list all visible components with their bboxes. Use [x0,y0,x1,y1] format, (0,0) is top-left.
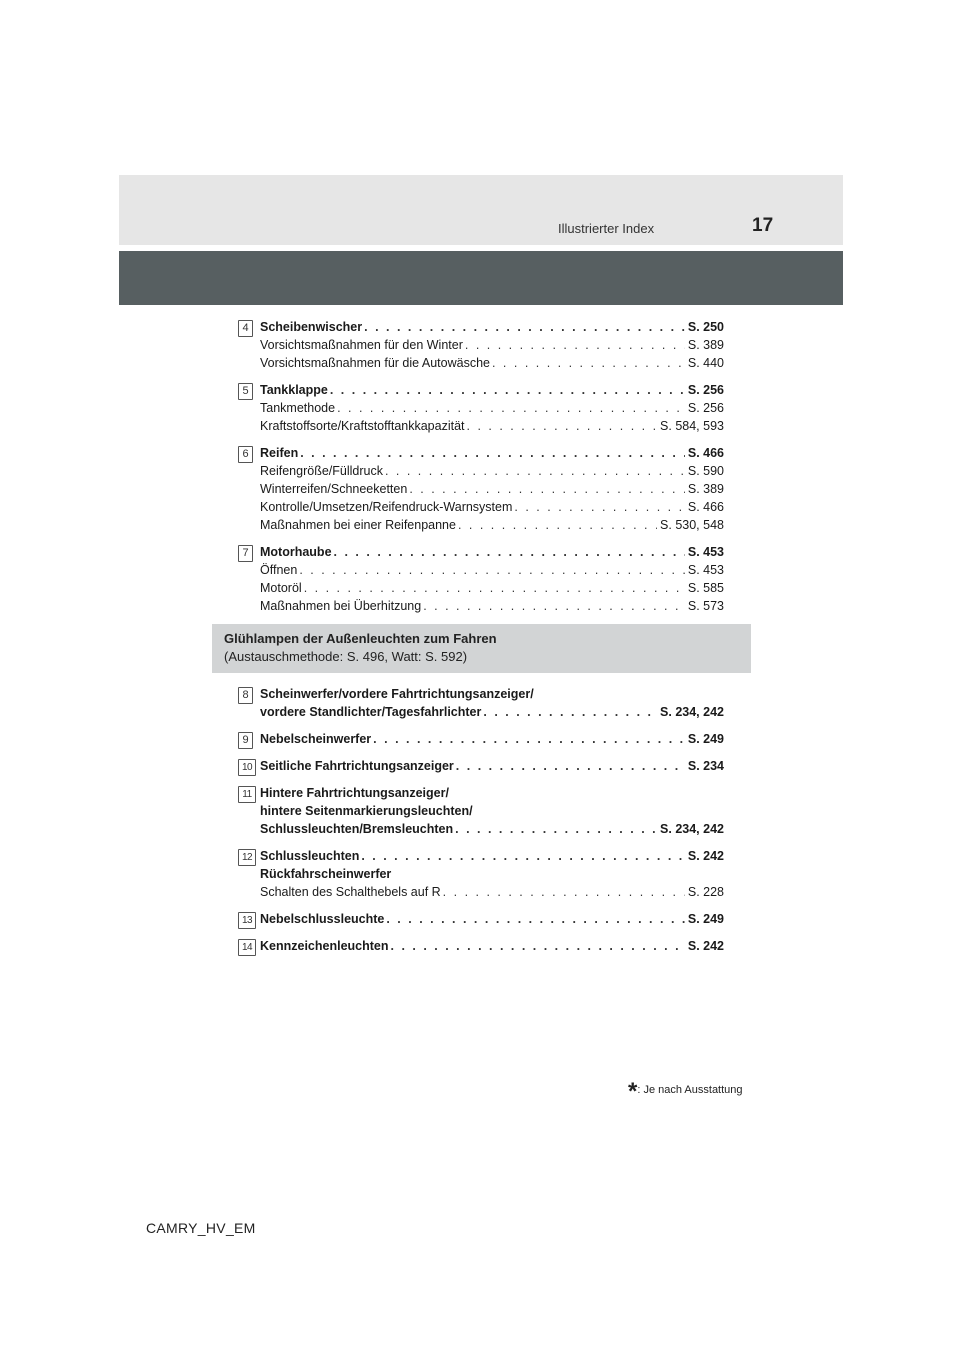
index-line-text: Kennzeichenleuchten [260,939,389,953]
page-reference: S. 389 [687,338,724,352]
leader-dots [458,516,657,534]
index-group-list-bottom [238,685,724,955]
page-reference: S. 256 [687,383,724,397]
index-line-text: Vorsichtsmaßnahmen für den Winter [260,338,463,352]
index-line [260,784,724,802]
item-number-marker: 5 [238,383,253,400]
section-title: Glühlampen der Außenleuchten zum Fahren [224,631,497,646]
index-line [260,937,724,955]
leader-dots [364,318,685,336]
leader-dots [334,543,685,561]
index-line [260,847,724,865]
index-line-text: Winterreifen/Schneeketten [260,482,408,496]
index-line [260,516,724,534]
footnote-symbol: * [628,1078,638,1105]
index-line-text: Öffnen [260,563,298,577]
index-line-text: Kontrolle/Umsetzen/Reifendruck-Warnsystem [260,500,513,514]
item-number-marker: 4 [238,320,253,337]
index-entry [238,543,724,615]
index-line-text: Seitliche Fahrtrichtungsanzeiger [260,759,454,773]
index-line-text: Schlussleuchten/Bremsleuchten [260,822,454,836]
page-reference: S. 573 [687,599,724,613]
index-line-text: hintere Seitenmarkierungsleuchten/ [260,804,473,818]
index-line [260,336,724,354]
leader-dots [391,937,685,955]
leader-dots [467,417,658,435]
index-group-list-top [238,318,724,615]
index-line [260,685,724,703]
index-line-text: Rückfahrscheinwerfer [260,867,392,881]
page-reference: S. 466 [687,500,724,514]
index-line-text: Tankklappe [260,383,328,397]
index-line [260,703,724,721]
leader-dots [514,498,684,516]
item-number-marker: 13 [238,912,256,929]
leader-dots [337,399,685,417]
leader-dots [492,354,685,372]
item-number-marker: 12 [238,849,256,866]
index-line [260,820,724,838]
index-line [260,561,724,579]
index-line-text: Vorsichtsmaßnahmen für die Autowäsche [260,356,490,370]
index-entries [224,318,724,964]
page-reference: S. 584, 593 [660,419,724,433]
page-reference: S. 256 [687,401,724,415]
footnote [628,1078,743,1106]
leader-dots [455,820,657,838]
page-reference: S. 228 [687,885,724,899]
index-line-text: Maßnahmen bei Überhitzung [260,599,422,613]
page-reference: S. 234, 242 [660,822,724,836]
page-number: 17 [752,215,774,236]
leader-dots [409,480,685,498]
index-line [260,480,724,498]
section-subtitle: (Austauschmethode: S. 496, Watt: S. 592) [224,649,468,664]
leader-dots [304,579,685,597]
index-line-text: Schlussleuchten [260,849,360,863]
index-line-text: Maßnahmen bei einer Reifenpanne [260,518,456,532]
header-title: Illustrierter Index [558,221,655,236]
section-heading-box [212,624,751,673]
index-entry [238,685,724,721]
index-line [260,730,724,748]
index-entry [238,910,724,928]
page-reference: S. 234, 242 [660,705,724,719]
index-line-text: vordere Standlichter/Tagesfahrlichter [260,705,482,719]
item-number-marker: 7 [238,545,253,562]
page-reference: S. 530, 548 [660,518,724,532]
index-line [260,757,724,775]
index-line [260,381,724,399]
leader-dots [373,730,685,748]
leader-dots [423,597,685,615]
leader-dots [456,757,685,775]
page-reference: S. 440 [687,356,724,370]
page-reference: S. 453 [687,545,724,559]
item-number-marker: 6 [238,446,253,463]
leader-dots [483,703,657,721]
index-line [260,597,724,615]
index-line [260,444,724,462]
page-reference: S. 453 [687,563,724,577]
index-line-text: Scheinwerfer/vordere Fahrtrichtungsanzeiger/ [260,687,534,701]
index-line-text: Kraftstoffsorte/Kraftstofftankkapazität [260,419,465,433]
index-line-text: Hintere Fahrtrichtungsanzeiger/ [260,786,449,800]
leader-dots [385,462,685,480]
item-number-marker: 9 [238,732,253,749]
index-entry [238,757,724,775]
page-reference: S. 242 [687,939,724,953]
index-line [260,910,724,928]
page-reference: S. 249 [687,732,724,746]
index-line [260,354,724,372]
page-reference: S. 242 [687,849,724,863]
page-reference: S. 250 [687,320,724,334]
leader-dots [443,883,685,901]
leader-dots [330,381,685,399]
index-line-text: Reifen [260,446,299,460]
index-line [260,417,724,435]
leader-dots [465,336,685,354]
page-reference: S. 249 [687,912,724,926]
index-entry [238,784,724,838]
leader-dots [299,561,685,579]
index-line-text: Motorhaube [260,545,332,559]
index-line [260,399,724,417]
item-number-marker: 11 [238,786,256,803]
index-line-text: Schalten des Schalthebels auf R [260,885,441,899]
item-number-marker: 10 [238,759,256,776]
item-number-marker: 14 [238,939,256,956]
leader-dots [386,910,685,928]
index-line-text: Scheibenwischer [260,320,363,334]
index-line-text: Reifengröße/Fülldruck [260,464,383,478]
section-banner [119,251,843,305]
index-line [260,865,724,883]
index-line-text: Nebelschlussleuchte [260,912,385,926]
page-reference: S. 590 [687,464,724,478]
item-number-marker: 8 [238,687,253,704]
index-entry [238,381,724,435]
leader-dots [300,444,685,462]
footnote-text: : Je nach Ausstattung [637,1084,743,1096]
index-line-text: Tankmethode [260,401,336,415]
index-entry [238,318,724,372]
page-reference: S. 234 [687,759,724,773]
index-line [260,543,724,561]
index-entry [238,847,724,901]
page-reference: S. 585 [687,581,724,595]
index-line [260,462,724,480]
index-entry [238,444,724,534]
index-line [260,318,724,336]
index-line [260,883,724,901]
header-band [119,175,843,245]
index-line [260,498,724,516]
index-line-text: Nebelscheinwerfer [260,732,372,746]
index-entry [238,937,724,955]
leader-dots [361,847,685,865]
page-reference: S. 466 [687,446,724,460]
index-entry [238,730,724,748]
index-line [260,579,724,597]
index-line [260,802,724,820]
page-reference: S. 389 [687,482,724,496]
index-line-text: Motoröl [260,581,302,595]
model-code: CAMRY_HV_EM [146,1220,256,1236]
